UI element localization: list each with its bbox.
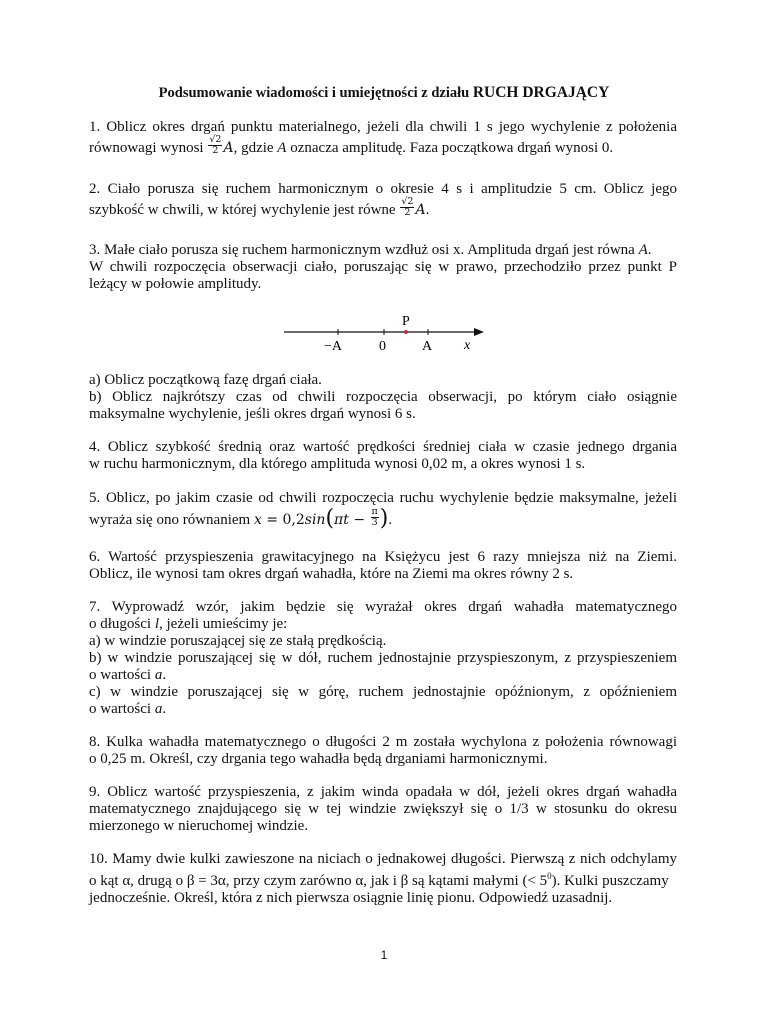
task-9-line-2: matematycznego znajdującego się w tej windzie zwiększył się o 1/3 w stosunku do okresu (89, 801, 677, 817)
task-7-line-7 (89, 701, 677, 718)
task-7-text: . (162, 701, 167, 717)
task-7 (89, 599, 677, 718)
title-main: Podsumowanie wiadomości i umiejętności z działu (158, 85, 473, 101)
task-7-line-6: c) w windzie poruszającej się w górę, ruchem jednostajnie opóźnionym, z opóźnieniem (89, 684, 677, 700)
fraction-denominator: 2 (212, 145, 219, 156)
task-3-line-1 (89, 242, 677, 259)
fraction-numerator: √2 (209, 134, 222, 145)
task-10-text: ). Kulki puszczamy (551, 873, 669, 889)
task-9 (89, 784, 677, 835)
task-10-line-2 (89, 868, 677, 890)
task-2-text: szybkość w chwili, w której wychylenie jest równe (89, 201, 400, 218)
task-1-text: równowagi wynosi (89, 139, 208, 156)
acceleration-symbol: a (154, 667, 163, 683)
task-7-line-2 (89, 616, 677, 633)
degree-superscript: 0 (547, 871, 552, 881)
fraction-denominator: 3 (371, 517, 378, 528)
task-8-line-2: o 0,25 m. Określ, czy drgania tego wahadła będą drganiami harmonicznymi. (89, 751, 548, 767)
fraction-denominator: 2 (404, 207, 411, 218)
acceleration-symbol: a (154, 701, 163, 717)
task-3-text: 3. Małe ciało porusza się ruchem harmonicznym wzdłuż osi x. Amplituda drgań jest równa (89, 242, 639, 258)
task-3-text: . (647, 242, 652, 258)
task-2-line-1: 2. Ciało porusza się ruchem harmonicznym o okresie 4 s i amplitudzie 5 cm. Oblicz jego (89, 181, 677, 197)
task-2-line-2 (89, 196, 677, 221)
task-7-text: . (162, 667, 167, 683)
label-minus-a: −A (324, 339, 343, 354)
task-3 (89, 242, 677, 293)
page-number: 1 (380, 948, 388, 962)
task-3b-line-2: maksymalne wychylenie, jeśli okres drgań wynosi 6 s. (89, 406, 416, 422)
task-5-text: wyraża się ono równaniem (89, 511, 254, 528)
x-axis-diagram (280, 312, 490, 356)
task-8 (89, 734, 677, 768)
amplitude-symbol: A (638, 242, 648, 258)
task-7-line-3: a) w windzie poruszającej się ze stałą prędkością. (89, 633, 387, 649)
task-10-line-1: 10. Mamy dwie kulki zawieszone na niciach o jednakowej długości. Pierwszą z nich odchylamy (89, 851, 677, 867)
task-9-line-3: mierzonego w nieruchomej windzie. (89, 818, 309, 834)
pi-over-3-fraction (371, 507, 379, 528)
task-10 (89, 851, 677, 907)
label-p: P (402, 314, 410, 329)
task-10-text: o kąt α, drugą o β = 3α, przy czym zarówno α, jak i β są kątami małymi (< 5 (89, 873, 548, 889)
right-paren: ) (379, 506, 389, 531)
equation-minus: − (348, 511, 370, 528)
task-7-text: o wartości (89, 667, 155, 683)
equation-sin: sin (304, 511, 326, 528)
equation-coefficient: = 0,2 (261, 511, 305, 528)
title-emphasis: RUCH DRGAJĄCY (472, 84, 610, 101)
sqrt2-over-2-fraction (208, 135, 222, 156)
task-5 (89, 490, 677, 531)
task-6 (89, 549, 677, 583)
task-2-text: . (425, 201, 430, 218)
task-1-text: oznacza amplitudę. Faza początkowa drgań wynosi 0. (286, 139, 614, 156)
task-5-line-2 (89, 506, 677, 531)
task-6-line-1: 6. Wartość przyspieszenia grawitacyjnego na Księżycu jest 6 razy mniejsza niż na Ziemi. (89, 549, 677, 565)
task-3b (89, 389, 677, 423)
task-3a-line-1: a) Oblicz początkową fazę drgań ciała. (89, 372, 322, 388)
task-7-line-1: 7. Wyprowadź wzór, jakim będzie się wyrażał okres drgań wahadła matematycznego (89, 599, 677, 615)
equation-x: x (253, 511, 262, 528)
task-2 (89, 181, 677, 221)
amplitude-symbol: A (223, 139, 234, 156)
task-5-text: . (388, 511, 393, 528)
left-paren: ( (325, 506, 335, 531)
task-3b-line-1: b) Oblicz najkrótszy czas od chwili rozpoczęcia obserwacji, po którym ciało osiągnie (89, 389, 677, 405)
task-1-line-2 (89, 134, 677, 159)
length-symbol: l (154, 616, 160, 632)
page-title (0, 84, 768, 102)
sqrt2-over-2-fraction (400, 197, 414, 218)
task-7-line-5 (89, 667, 677, 684)
task-1-line-1: 1. Oblicz okres drgań punktu materialnego, jeżeli dla chwili 1 s jego wychylenie z położenia (89, 119, 677, 135)
task-7-line-4: b) w windzie poruszającej się w dół, ruchem jednostajnie przyspieszonym, z przyspieszeniem (89, 650, 677, 666)
task-8-line-1: 8. Kulka wahadła matematycznego o długości 2 m została wychylona z położenia równowagi (89, 734, 677, 750)
task-6-line-2: Oblicz, ile wynosi tam okres drgań wahadła, które na Ziemi ma okres równy 2 s. (89, 566, 574, 582)
task-4 (89, 439, 677, 473)
task-7-text: o wartości (89, 701, 155, 717)
task-3a (89, 372, 677, 389)
equation-pi-t: πt (334, 511, 349, 528)
label-x: x (464, 338, 471, 353)
task-10-line-3: jednocześnie. Określ, która z nich pierwsza osiągnie linię pionu. Odpowiedź uzasadnij. (89, 890, 613, 906)
task-5-line-1: 5. Oblicz, po jakim czasie od chwili rozpoczęcia ruchu wychylenie będzie maksymalne, jeżeli (89, 490, 677, 506)
amplitude-symbol: A (277, 139, 287, 156)
task-1-text: , gdzie (233, 139, 278, 156)
point-p-marker (404, 330, 408, 334)
task-9-line-1: 9. Oblicz wartość przyspieszenia, z jakim winda opadała w dół, jeżeli okres drgań wahadła (89, 784, 677, 800)
fraction-numerator: π (371, 506, 378, 517)
task-7-text: , jeżeli umieścimy je: (159, 616, 288, 632)
label-zero: 0 (379, 339, 386, 354)
task-3-line-3: leżący w połowie amplitudy. (89, 276, 262, 292)
fraction-numerator: √2 (401, 196, 414, 207)
task-1 (89, 119, 677, 159)
task-4-line-2: w ruchu harmonicznym, dla którego amplituda wynosi 0,02 m, a okres wynosi 1 s. (89, 456, 586, 472)
task-4-line-1: 4. Oblicz szybkość średnią oraz wartość prędkości średniej ciała w czasie jednego drgania (89, 439, 677, 455)
label-a: A (422, 339, 433, 354)
task-7-text: o długości (89, 616, 155, 632)
amplitude-symbol: A (415, 201, 426, 218)
task-3-line-2: W chwili rozpoczęcia obserwacji ciało, poruszając się w prawo, przechodziło przez punkt P (89, 259, 677, 275)
axis-arrowhead (474, 328, 484, 336)
